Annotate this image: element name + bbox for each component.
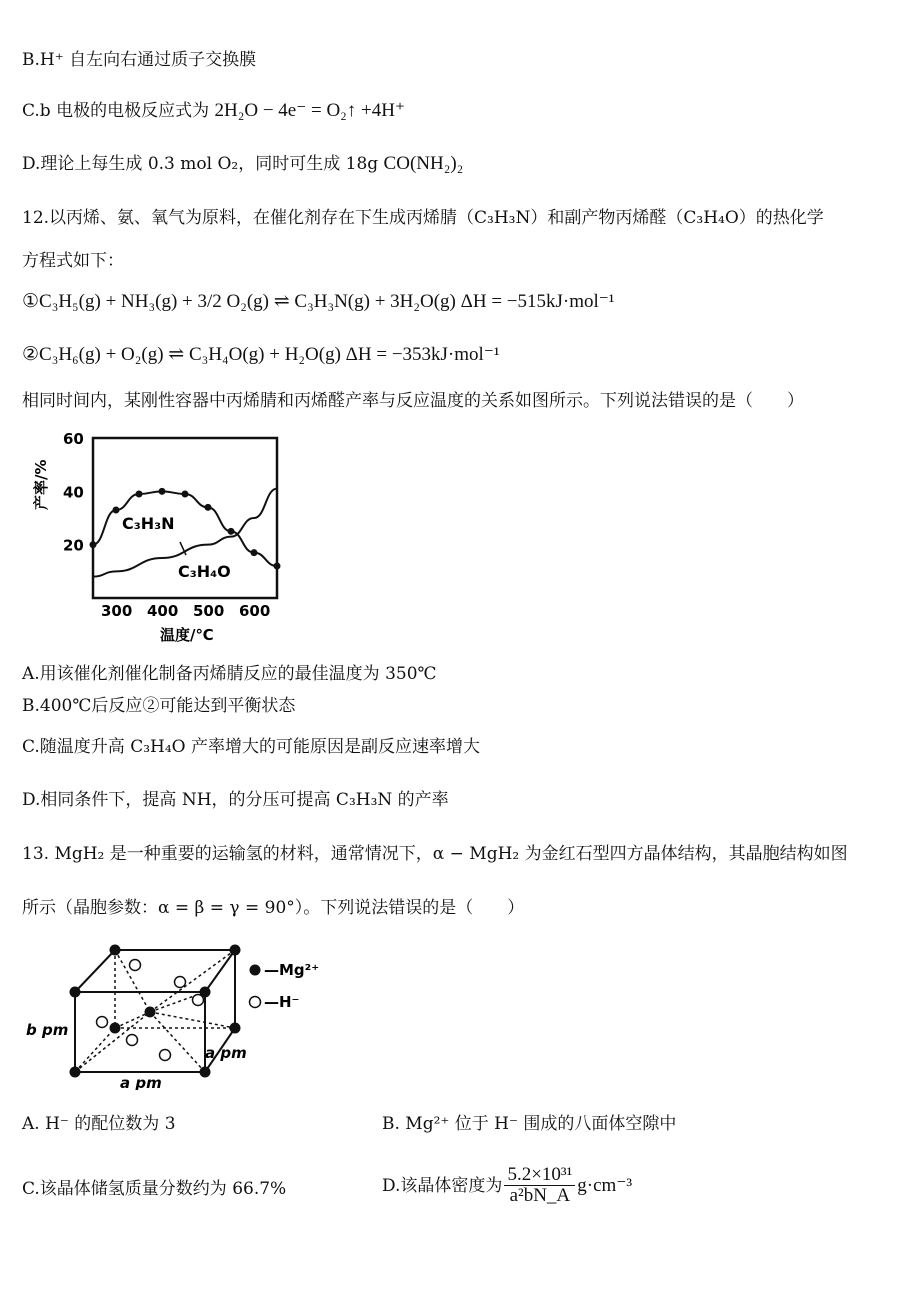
q13-stem-line1: 13. MgH₂ 是一种重要的运输氢的材料，通常情况下，α − MgH₂ 为金红石型四方晶体结构，其晶胞结构如图	[22, 844, 848, 864]
q12-stem-line1: 12.以丙烯、氨、氧气为原料，在催化剂存在下生成丙烯腈（C₃H₃N）和副产物丙烯醛（C₃H₄O）的热化学	[22, 208, 824, 228]
chart-x-axis-label: 温度/℃	[160, 626, 214, 644]
data-point	[228, 528, 235, 535]
q12-option-b: B.400℃后反应②可能达到平衡状态	[22, 696, 296, 716]
q11-option-c	[22, 100, 405, 122]
series-label-c3h3n: C₃H₃N	[122, 514, 175, 533]
q13-option-c: C.该晶体储氢质量分数约为 66.7%	[22, 1179, 287, 1199]
data-point	[113, 507, 120, 514]
data-point	[251, 549, 258, 556]
q13-stem-line2: 所示（晶胞参数：α = β = γ = 90°）。下列说法错误的是（ ）	[22, 898, 525, 918]
mgh2-unit-cell-diagram	[20, 940, 350, 1090]
data-point	[159, 488, 166, 495]
legend-mg-marker	[250, 965, 261, 976]
data-point	[136, 491, 143, 498]
series-line-c3h3n	[93, 491, 277, 566]
data-point	[205, 504, 212, 511]
x-tick-label: 600	[239, 602, 271, 620]
data-point	[90, 541, 97, 548]
data-point	[182, 491, 189, 498]
q13-option-a: A. H⁻ 的配位数为 3	[22, 1114, 176, 1134]
q12-question: 相同时间内，某刚性容器中丙烯腈和丙烯醛产率与反应温度的关系如图所示。下列说法错误的是（ ）	[22, 391, 804, 411]
y-tick-label: 40	[63, 483, 84, 502]
series-label-c3h4o: C₃H₄O	[178, 562, 231, 581]
x-tick-label: 400	[147, 602, 179, 620]
q13-option-d-text: D.该晶体密度为	[382, 1175, 503, 1196]
q12-option-a: A.用该催化剂催化制备丙烯腈反应的最佳温度为 350℃	[22, 664, 437, 684]
q12-equation-2: ②C₃H₆(g) + O₂(g) ⇌ C₃H₄O(g) + H₂O(g) ΔH = −353kJ·mol⁻¹	[22, 344, 500, 365]
q11-option-d-formula: CO(NH₂)₂	[383, 153, 464, 174]
q11-option-c-text: C.b 电极的电极反应式为	[22, 101, 215, 121]
chart-y-axis-label: 产率/%	[32, 459, 50, 510]
q11-option-c-equation: 2H₂O − 4e⁻ = O₂↑ +4H⁺	[214, 100, 406, 121]
x-tick-label: 300	[101, 602, 133, 620]
q11-option-b: B.H⁺ 自左向右通过质子交换膜	[22, 50, 257, 70]
q12-option-d: D.相同条件下，提高 NH，的分压可提高 C₃H₃N 的产率	[22, 790, 449, 810]
data-point	[274, 563, 281, 570]
density-fraction	[504, 1165, 575, 1206]
q11-option-d-text: D.理论上每生成 0.3 mol O₂，同时可生成 18g	[22, 154, 384, 174]
y-tick-label: 60	[63, 430, 84, 448]
label-a-pm-bottom: a pm	[120, 1074, 162, 1090]
yield-temperature-chart	[18, 430, 288, 652]
density-unit: g·cm⁻³	[577, 1174, 633, 1196]
legend-h-label: —H⁻	[264, 993, 300, 1011]
y-tick-label: 20	[63, 536, 84, 555]
q11-option-d	[22, 153, 463, 175]
x-tick-label: 500	[193, 602, 225, 620]
legend-h-marker	[250, 997, 261, 1008]
q12-option-c: C.随温度升高 C₃H₄O 产率增大的可能原因是副反应速率增大	[22, 737, 481, 757]
q12-stem-line2: 方程式如下：	[22, 251, 124, 271]
density-denominator: a²bN_A	[509, 1185, 571, 1206]
legend-mg-label: —Mg²⁺	[264, 961, 320, 979]
label-a-pm-right: a pm	[205, 1044, 247, 1062]
label-b-pm: b pm	[26, 1021, 69, 1039]
q13-option-b: B. Mg²⁺ 位于 H⁻ 围成的八面体空隙中	[382, 1114, 677, 1134]
q12-equation-1: ①C₃H₅(g) + NH₃(g) + 3/2 O₂(g) ⇌ C₃H₃N(g) + 3H₂O(g) ΔH = −515kJ·mol⁻¹	[22, 291, 615, 312]
q13-option-d	[382, 1165, 632, 1206]
density-numerator: 5.2×10³¹	[504, 1165, 575, 1186]
